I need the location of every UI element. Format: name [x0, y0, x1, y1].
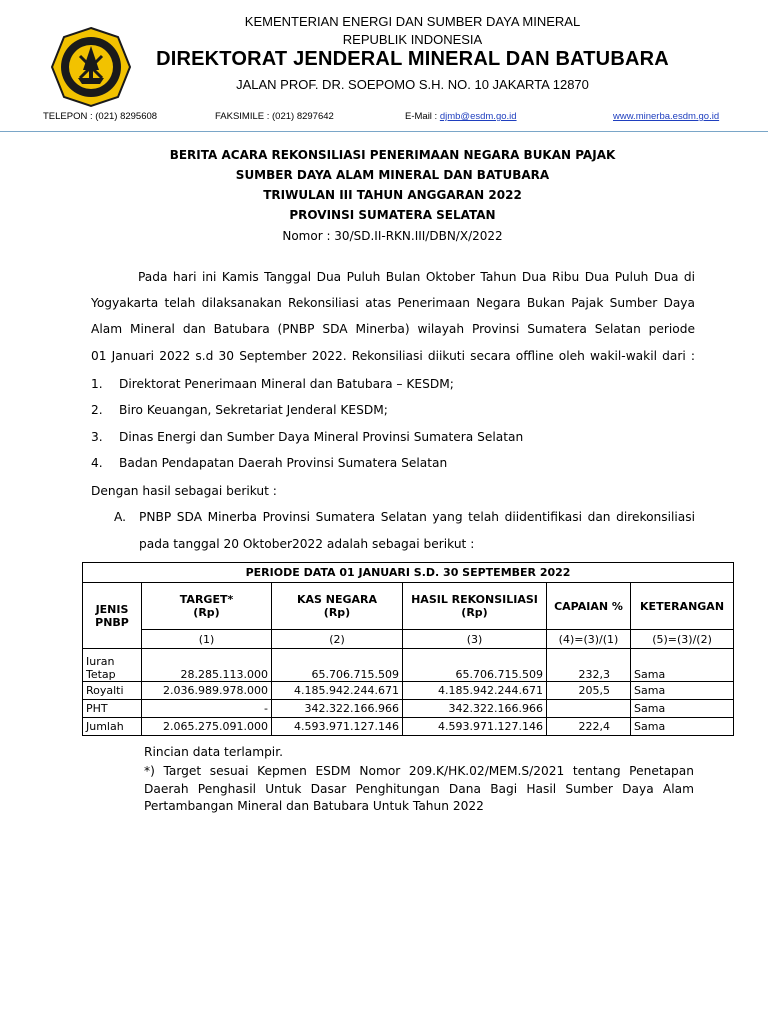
list-item: Dinas Energi dan Sumber Daya Mineral Provinsi Sumatera Selatan	[119, 430, 524, 444]
cell-capaian	[547, 700, 631, 718]
cell-keterangan: Sama	[631, 649, 734, 682]
cell-jenis: Royalti	[83, 682, 142, 700]
col-header-target-unit: (Rp)	[193, 606, 220, 619]
list-item-number: 1.	[91, 377, 103, 391]
cell-kas: 342.322.166.966	[272, 700, 403, 718]
cell-capaian: 232,3	[547, 649, 631, 682]
ministry-name: KEMENTERIAN ENERGI DAN SUMBER DAYA MINERAL	[244, 14, 581, 29]
cell-jenis: Iuran Tetap	[83, 649, 142, 682]
index-cell: (5)=(3)/(2)	[631, 630, 734, 649]
table-row	[83, 682, 734, 700]
cell-target: 2.036.989.978.000	[142, 682, 272, 700]
cell-capaian: 205,5	[547, 682, 631, 700]
detail-note: Rincian data terlampir.	[144, 745, 283, 759]
directorate-name: DIREKTORAT JENDERAL MINERAL DAN BATUBARA	[156, 48, 669, 70]
col-header-target	[142, 583, 272, 630]
col-header-target-text: TARGET*	[179, 593, 234, 606]
cell-keterangan: Sama	[631, 700, 734, 718]
cell-target: 28.285.113.000	[142, 649, 272, 682]
email-label: E-Mail :	[405, 111, 438, 122]
office-address: JALAN PROF. DR. SOEPOMO S.H. NO. 10 JAKARTA 12870	[236, 77, 589, 92]
col-header-capaian-text: CAPAIAN %	[554, 599, 623, 613]
website-block	[613, 111, 719, 122]
col-header-keterangan-text: KETERANGAN	[640, 599, 725, 613]
cell-hasil: 4.593.971.127.146	[403, 718, 547, 736]
col-header-hasil-unit: (Rp)	[461, 606, 488, 619]
col-header-kas-unit: (Rp)	[323, 606, 351, 619]
target-footnote: *) Target sesuai Kepmen ESDM Nomor 209.K/HK.02/MEM.S/2021 tentang Penetapan Daerah Penghasil Untuk Dasar Penghitungan Dana Bagi Hasil Sumber Daya Alam Pertambangan Mineral dan Batubara Untuk Tahun 2022	[144, 764, 694, 813]
esdm-logo	[50, 26, 132, 108]
cell-kas: 4.593.971.127.146	[272, 718, 403, 736]
cell-hasil: 342.322.166.966	[403, 700, 547, 718]
cell-hasil: 65.706.715.509	[403, 649, 547, 682]
table-row	[83, 700, 734, 718]
doc-number: Nomor : 30/SD.II-RKN.III/DBN/X/2022	[282, 229, 503, 243]
letterhead-divider	[0, 131, 768, 132]
list-item: Badan Pendapatan Daerah Provinsi Sumatera Selatan	[119, 456, 448, 470]
section-a-line2: pada tanggal 20 Oktober2022 adalah sebagai berikut :	[139, 537, 475, 551]
doc-title-line1: BERITA ACARA REKONSILIASI PENERIMAAN NEGARA BUKAN PAJAK	[169, 148, 616, 162]
list-item: Biro Keuangan, Sekretariat Jenderal KESDM;	[119, 403, 388, 417]
col-header-kas-text: KAS NEGARA	[296, 593, 378, 606]
doc-title-line4: PROVINSI SUMATERA SELATAN	[289, 208, 496, 222]
index-cell: (1)	[142, 630, 272, 649]
index-cell: (2)	[272, 630, 403, 649]
intro-line1: Pada hari ini Kamis Tanggal Dua Puluh Bulan Oktober Tahun Dua Ribu Dua Puluh Dua di	[138, 270, 695, 284]
cell-kas: 65.706.715.509	[272, 649, 403, 682]
col-header-keterangan	[631, 583, 734, 630]
email-block	[405, 111, 517, 122]
intro-line2: Yogyakarta telah dilaksanakan Rekonsiliasi atas Penerimaan Negara Bukan Pajak Sumber Daya	[91, 296, 695, 310]
cell-jenis: Jumlah	[83, 718, 142, 736]
pnbp-table	[82, 562, 734, 736]
list-item-number: 3.	[91, 430, 103, 444]
email-link[interactable]: djmb@esdm.go.id	[439, 111, 517, 122]
table-row-total	[83, 718, 734, 736]
section-a-marker: A.	[114, 510, 126, 524]
website-link[interactable]: www.minerba.esdm.go.id	[613, 111, 720, 122]
intro-line3: Alam Mineral dan Batubara (PNBP SDA Minerba) wilayah Provinsi Sumatera Selatan periode	[91, 322, 695, 336]
col-header-jenis-text: JENIS PNBP	[95, 602, 129, 629]
index-cell: (4)=(3)/(1)	[547, 630, 631, 649]
republic-name: REPUBLIK INDONESIA	[342, 32, 483, 47]
table-row	[83, 649, 734, 682]
cell-kas: 4.185.942.244.671	[272, 682, 403, 700]
telephone: TELEPON : (021) 8295608	[43, 111, 158, 122]
col-header-hasil-text: HASIL REKONSILIASI	[411, 593, 538, 606]
list-item-number: 2.	[91, 403, 103, 417]
table-period: PERIODE DATA 01 JANUARI S.D. 30 SEPTEMBER 2022	[83, 563, 734, 583]
col-header-hasil	[403, 583, 547, 630]
col-header-capaian	[547, 583, 631, 630]
cell-target: 2.065.275.091.000	[142, 718, 272, 736]
doc-title-line2: SUMBER DAYA ALAM MINERAL DAN BATUBARA	[235, 168, 550, 182]
list-item: Direktorat Penerimaan Mineral dan Batubara – KESDM;	[119, 377, 454, 391]
index-cell: (3)	[403, 630, 547, 649]
intro-line4: 01 Januari 2022 s.d 30 September 2022. Rekonsiliasi diikuti secara offline oleh wakil-wakil dari :	[91, 349, 695, 363]
list-item-number: 4.	[91, 456, 103, 470]
cell-capaian: 222,4	[547, 718, 631, 736]
cell-keterangan: Sama	[631, 682, 734, 700]
doc-title-line3: TRIWULAN III TAHUN ANGGARAN 2022	[263, 188, 522, 202]
cell-hasil: 4.185.942.244.671	[403, 682, 547, 700]
col-header-jenis	[83, 583, 142, 649]
cell-target: -	[142, 700, 272, 718]
col-header-kas	[272, 583, 403, 630]
facsimile: FAKSIMILE : (021) 8297642	[215, 111, 334, 122]
cell-jenis: PHT	[83, 700, 142, 718]
cell-keterangan: Sama	[631, 718, 734, 736]
results-intro: Dengan hasil sebagai berikut :	[91, 484, 277, 498]
section-a-line1: PNBP SDA Minerba Provinsi Sumatera Selatan yang telah diidentifikasi dan direkonsiliasi	[139, 510, 695, 524]
